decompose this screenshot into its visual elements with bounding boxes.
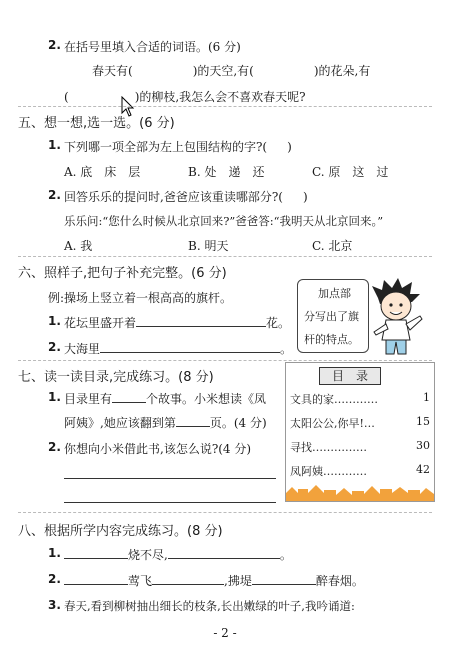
hint-line: 杆的特点。 [304,333,359,346]
hint-bubble [297,279,369,353]
toc-label: 太阳公公,你早! [290,417,364,430]
toc-dots: ………… [334,393,378,406]
text-segment: )的花朵,有 [313,64,371,78]
text-segment: 莺飞 [128,574,153,588]
section-divider [18,360,432,361]
toc-dots: ………… [323,465,367,478]
option-b[interactable]: B. 明天 [188,239,229,253]
section-divider [18,106,432,107]
answer-blank[interactable] [152,573,224,585]
sentence-fill [64,340,292,357]
text-segment: 回答乐乐的提问时,爸爸应该重读哪部分?( [64,190,283,204]
fill-line-1 [92,62,370,79]
answer-blank[interactable] [64,547,128,559]
toc-label: 寻找 [290,441,312,454]
option-c[interactable]: C. 北京 [312,239,353,253]
toc-page: 15 [416,415,430,428]
page-number: - 2 - [213,626,237,640]
text-segment: 目录里有 [64,392,113,406]
answer-blank[interactable] [100,341,280,353]
question-number: 1. [48,546,61,560]
text-segment: 。 [280,342,293,356]
question-number: 3. [48,598,61,612]
poem-fill [64,572,364,589]
table-of-contents [285,362,435,502]
text-segment: )的柳枝,我怎么会不喜欢春天呢? [134,90,306,104]
section-5-title: 五、想一想,选一选。(6 分) [18,116,175,131]
section-7-title: 七、读一读目录,完成练习。(8 分) [18,370,214,385]
section-8-title: 八、根据所学内容完成练习。(8 分) [18,524,223,539]
answer-blank[interactable] [168,547,280,559]
text-segment: 花坛里盛开着 [64,316,137,330]
text-segment: )的天空,有( [192,64,254,78]
question-number: 2. [48,572,61,586]
text-segment: 页。(4 分) [209,416,267,430]
text-segment: 。 [279,548,292,562]
toc-dots: … [363,417,375,430]
question-text: 春天,看到柳树抽出细长的枝条,长出嫩绿的叶子,我吟诵道: [64,599,355,613]
answer-blank[interactable] [252,573,316,585]
answer-blank[interactable] [176,415,210,427]
option-c[interactable]: C. 原 这 过 [312,165,389,179]
section-divider [18,256,432,257]
text-segment: ) [287,140,292,154]
question-number: 2. [48,38,61,52]
question-number: 2. [48,440,61,454]
hint-line: 分写出了旗 [304,310,359,323]
answer-line[interactable] [64,502,276,503]
text-segment: ,拂堤 [224,574,252,588]
question-text [64,414,267,431]
question-text: 你想向小米借此书,该怎么说?(4 分) [64,442,252,456]
text-segment: ) [302,190,308,204]
sentence-fill [64,314,290,331]
text-segment: 大海里 [64,342,101,356]
fill-line-2 [64,88,306,105]
text-segment: 阿姨》,她应该翻到第 [64,416,176,430]
text-segment: 烧不尽, [128,548,168,562]
question-text [64,188,308,205]
question-text [64,390,266,407]
town-skyline-icon [286,483,434,501]
text-segment: 下列哪一项全部为左上包围结构的字?( [64,140,268,154]
option-b[interactable]: B. 处 递 还 [188,165,265,179]
question-number: 2. [48,188,61,202]
answer-blank[interactable] [136,315,266,327]
cartoon-boy-icon [366,276,426,360]
answer-line[interactable] [64,478,276,479]
question-text: 在括号里填入合适的词语。(6 分) [64,40,241,54]
option-a[interactable]: A. 底 床 层 [64,165,141,179]
question-number: 1. [48,138,61,152]
section-divider [18,512,432,513]
section-6-title: 六、照样子,把句子补充完整。(6 分) [18,266,227,281]
toc-title: 目 录 [319,367,381,385]
question-number: 1. [48,314,61,328]
poem-fill [64,546,292,563]
question-text [64,138,292,155]
text-segment: 春天有( [92,64,133,78]
option-a[interactable]: A. 我 [64,239,93,253]
example-sentence: 例:操场上竖立着一根高高的旗杆。 [48,291,233,305]
text-segment: 个故事。小米想读《凤 [146,392,267,406]
toc-page: 42 [416,463,430,476]
text-segment: 花。 [266,316,291,330]
toc-label: 文具的家 [290,393,334,406]
toc-item [290,415,430,431]
answer-blank[interactable] [64,573,128,585]
toc-item [290,463,430,479]
answer-blank[interactable] [112,391,146,403]
toc-item [290,391,430,407]
question-number: 2. [48,340,61,354]
toc-page: 30 [416,439,430,452]
question-number: 1. [48,390,61,404]
text-segment: 醉春烟。 [315,574,364,588]
toc-item [290,439,430,455]
toc-dots: …………… [312,441,367,454]
text-segment: ( [64,90,69,104]
dialogue-quote: 乐乐问:“您什么时候从北京回来?”爸爸答:“我明天从北京回来。” [64,214,384,228]
toc-page: 1 [423,391,430,404]
hint-line: 加点部 [318,287,351,300]
toc-label: 凤阿姨 [290,465,323,478]
